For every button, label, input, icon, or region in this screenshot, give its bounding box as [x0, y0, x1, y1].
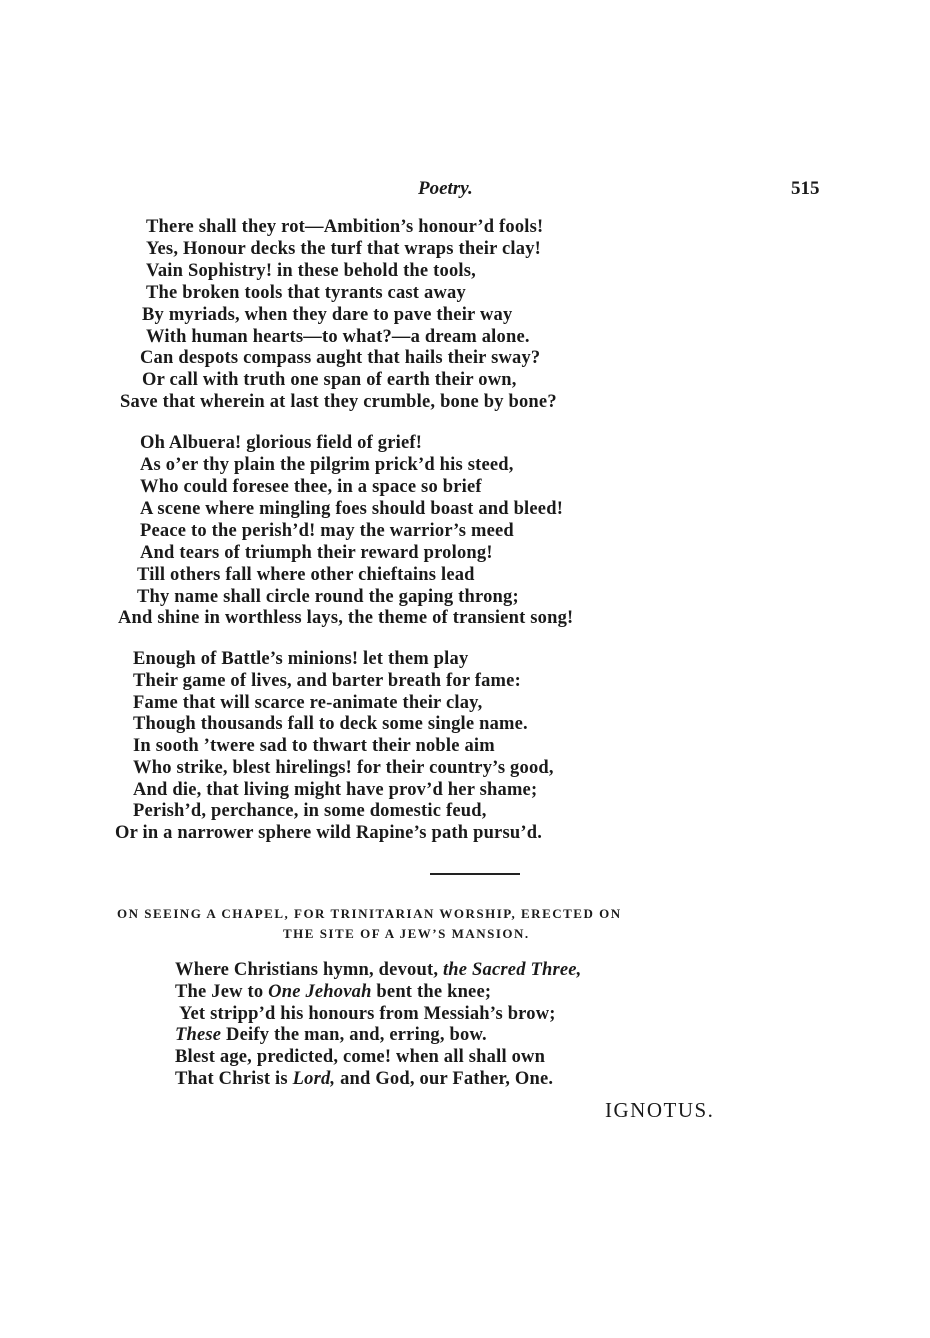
author-signature: IGNOTUS.	[605, 1098, 715, 1122]
verse-line: And die, that living might have prov’d her shame;	[133, 780, 538, 800]
verse-line: Where Christians hymn, devout, the Sacred Three,	[175, 960, 582, 980]
verse-line: Can despots compass aught that hails their sway?	[140, 348, 541, 368]
verse-line: Fame that will scarce re-animate their clay,	[133, 693, 483, 713]
verse-line: Or call with truth one span of earth their own,	[142, 370, 517, 390]
verse-line: Who could foresee thee, in a space so brief	[140, 477, 482, 497]
poem-heading-line-1: ON SEEING A CHAPEL, FOR TRINITARIAN WORSHIP, ERECTED ON	[117, 906, 622, 921]
verse-line: By myriads, when they dare to pave their way	[142, 305, 513, 325]
verse-line: Peace to the perish’d! may the warrior’s meed	[140, 521, 514, 541]
verse-line: Till others fall where other chieftains lead	[137, 565, 475, 585]
verse-line: Though thousands fall to deck some single name.	[133, 714, 528, 734]
section-rule	[430, 873, 520, 875]
verse-line: Save that wherein at last they crumble, bone by bone?	[120, 392, 557, 412]
verse-line: Or in a narrower sphere wild Rapine’s path pursu’d.	[115, 823, 543, 843]
verse-line: Vain Sophistry! in these behold the tools,	[146, 261, 476, 281]
verse-line: Thy name shall circle round the gaping throng;	[137, 587, 519, 607]
verse-line: These Deify the man, and, erring, bow.	[175, 1025, 487, 1045]
verse-line: In sooth ’twere sad to thwart their noble aim	[133, 736, 495, 756]
running-head	[0, 178, 930, 208]
verse-line: With human hearts—to what?—a dream alone.	[146, 327, 530, 347]
verse-line: As o’er thy plain the pilgrim prick’d his steed,	[140, 455, 514, 475]
verse-line: Perish’d, perchance, in some domestic feud,	[133, 801, 487, 821]
verse-line: Their game of lives, and barter breath for fame:	[133, 671, 521, 691]
verse-line: The Jew to One Jehovah bent the knee;	[175, 982, 492, 1002]
verse-line: A scene where mingling foes should boast and bleed!	[140, 499, 564, 519]
poem-heading-line-2: THE SITE OF A JEW’S MANSION.	[283, 926, 530, 941]
verse-line: The broken tools that tyrants cast away	[146, 283, 466, 303]
verse-line: Yes, Honour decks the turf that wraps their clay!	[146, 239, 542, 259]
verse-line: Blest age, predicted, come! when all shall own	[175, 1047, 546, 1067]
running-title: Poetry.	[418, 178, 473, 199]
verse-line: Yet stripp’d his honours from Messiah’s brow;	[179, 1004, 556, 1024]
verse-line: That Christ is Lord, and God, our Father, One.	[175, 1069, 554, 1089]
verse-line: And shine in worthless lays, the theme of transient song!	[118, 608, 574, 628]
verse-line: There shall they rot—Ambition’s honour’d fools!	[146, 217, 544, 237]
page-number: 515	[791, 178, 820, 199]
verse-line: Who strike, blest hirelings! for their country’s good,	[133, 758, 554, 778]
verse-line: Oh Albuera! glorious field of grief!	[140, 433, 423, 453]
verse-line: Enough of Battle’s minions! let them play	[133, 649, 469, 669]
verse-line: And tears of triumph their reward prolong!	[140, 543, 493, 563]
